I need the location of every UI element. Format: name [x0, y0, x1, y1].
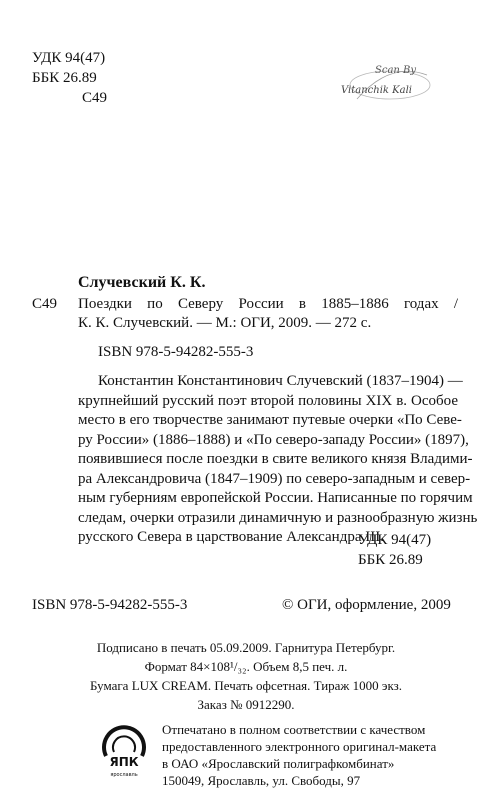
printer-line: в ОАО «Ярославский полиграфкомбинат» [162, 756, 395, 771]
bbk-code-top: ББК 26.89 [32, 70, 97, 86]
bbk-code-bottom: ББК 26.89 [358, 552, 423, 568]
udk-code-bottom: УДК 94(47) [358, 532, 432, 548]
watermark-line2: Vitanchik Kali [341, 85, 412, 96]
annotation-line: крупнейший русский поэт второй половины XIX в. Особое [78, 392, 458, 409]
imprint-line: Подписано в печать 05.09.2009. Гарнитура Петербург. [96, 640, 396, 655]
annotation-line: следам, очерки отразили динамичную и разнообразную жизнь [78, 509, 478, 526]
book-title-line: Поездки по Северу России в 1885–1886 годах / [78, 296, 458, 312]
printer-logo-subtext: ярославль [110, 772, 138, 778]
udk-code-top: УДК 94(47) [32, 50, 106, 66]
isbn-entry: ISBN 978-5-94282-555-3 [98, 344, 254, 360]
printer-logo-text: ЯПК [109, 755, 139, 769]
printer-logo-icon [100, 722, 148, 780]
imprint-line: Формат 84×108¹/₃₂. Объем 8,5 печ. л. [144, 659, 348, 674]
annotation [78, 372, 478, 548]
isbn-footer: ISBN 978-5-94282-555-3 [32, 597, 188, 613]
copyright-notice: © ОГИ, оформление, 2009 [282, 597, 451, 613]
annotation-line: появившиеся после поездки в свите великого князя Владими- [78, 451, 473, 467]
annotation-line: русского Севера в царствование Александра III. [78, 529, 384, 545]
printer-line: 150049, Ярославль, ул. Свободы, 97 [162, 773, 361, 788]
annotation-line: ра Александровича (1847–1909) по северо-западным и север- [78, 470, 471, 487]
printer-line: Отпечатано в полном соответствии с качеством [162, 722, 426, 737]
book-title-line: К. К. Случевский. — М.: ОГИ, 2009. — 272 с. [78, 315, 372, 331]
imprint-line: Бумага LUX CREAM. Печать офсетная. Тираж 1000 экз. [89, 678, 403, 693]
annotation-line: ру России» (1886–1888) и «По северо-западу России» (1897), [78, 431, 469, 448]
author-mark: С49 [32, 296, 58, 312]
annotation-line: ным губерниям европейской России. Написанные по горячим [78, 490, 473, 506]
printer-line: предоставленного электронного оригинал-макета [162, 739, 437, 754]
imprint-line: Заказ № 0912290. [197, 697, 295, 712]
annotation-line: место в его творчестве занимают путевые очерки «По Севе- [78, 412, 462, 428]
author-mark-top: С49 [82, 90, 108, 106]
annotation-line: Константин Константинович Случевский (1837–1904) — [98, 373, 463, 389]
watermark-line1: Scan By [375, 65, 417, 76]
scan-watermark [335, 55, 445, 110]
author-name: Случевский К. К. [78, 274, 206, 291]
